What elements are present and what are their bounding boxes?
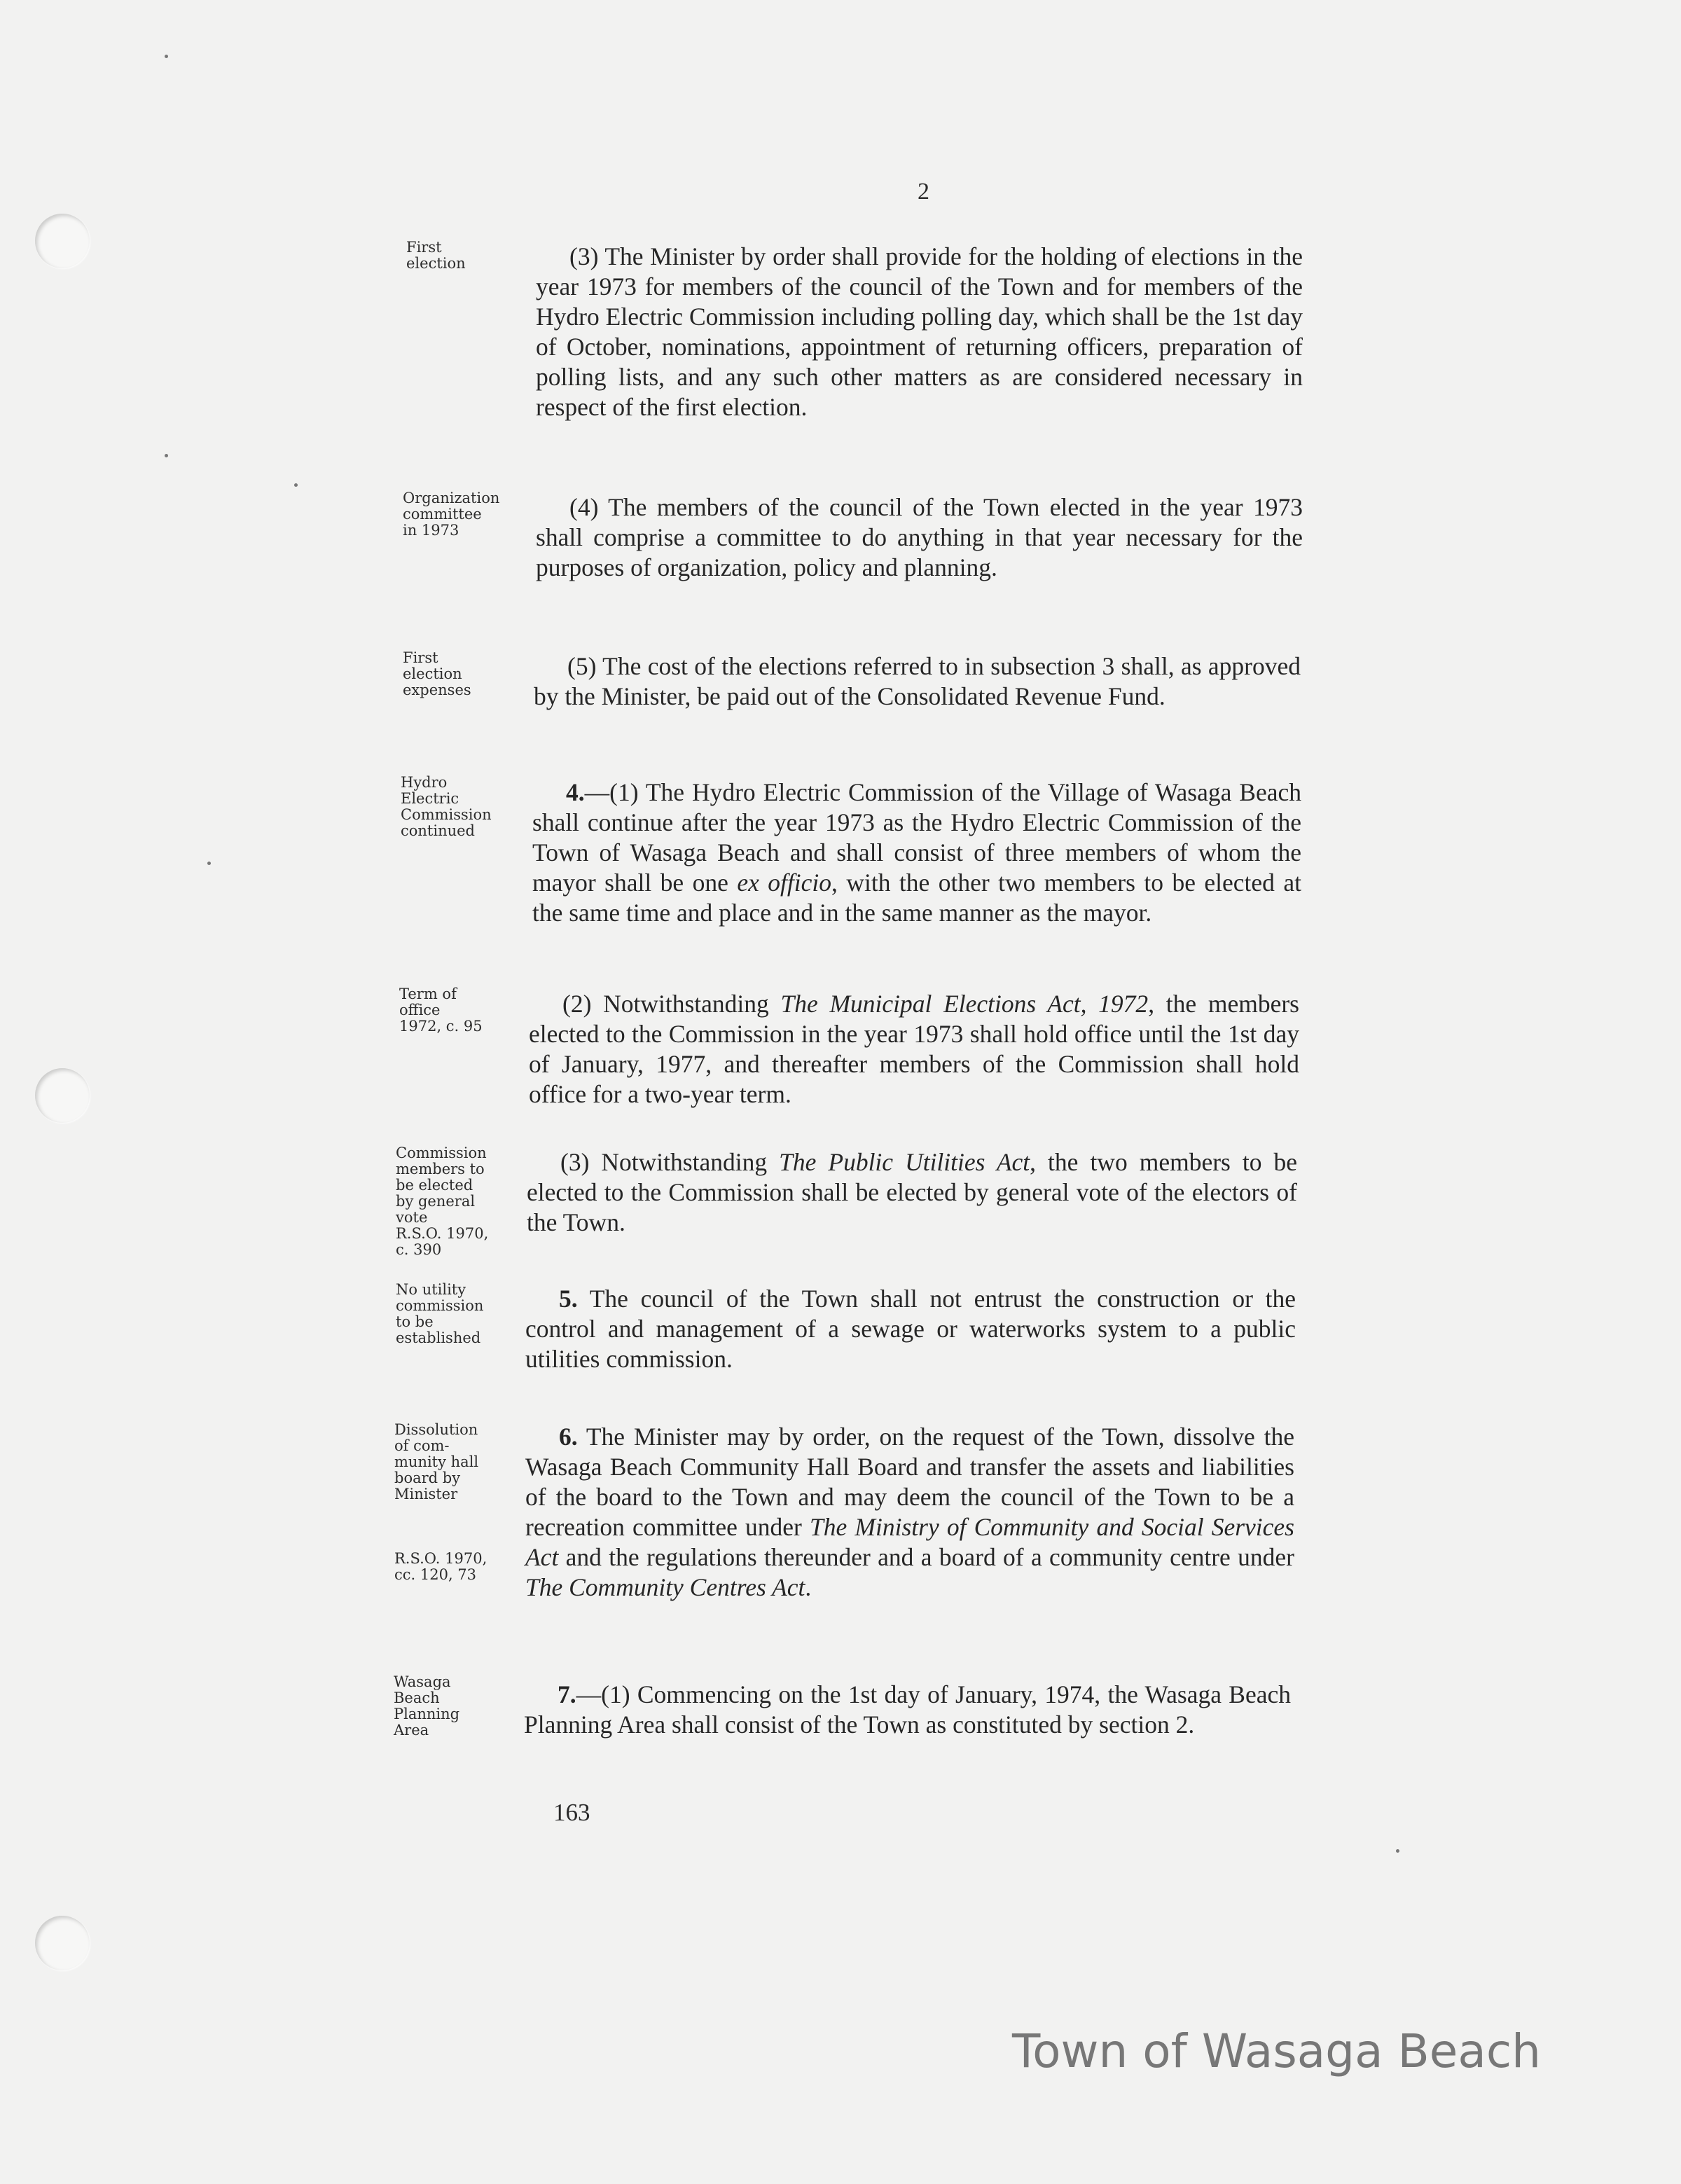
scan-speck [165, 55, 168, 58]
scan-speck [294, 483, 298, 487]
paragraph-text: (3) The Minister by order shall provide for the holding of elections in the year 1973 for members of the council of the Town and for members of the Hydro Electric Commission including polling day, which shall be the 1st day of October, nominations, appointment of returning officers, preparation of polling lists, and any such other matters as are considered necessary in respect of the first election. [536, 242, 1303, 421]
margin-note-commission-members-general-vote [396, 1145, 522, 1258]
margin-note-no-utility-commission [396, 1282, 522, 1346]
paragraph-text: (5) The cost of the elections referred to in subsection 3 shall, as approved by the Minister, be paid out of the Consolidated Revenue Fund. [534, 652, 1301, 710]
margin-note-text: Organization committee in 1973 [403, 490, 500, 539]
binder-hole-bottom [35, 1916, 90, 1970]
watermark-town-of-wasaga-beach: Town of Wasaga Beach [1012, 2024, 1541, 2078]
margin-note-text: Dissolution of com- munity hall board by Minister R.S.O. 1970, cc. 120, 73 [394, 1421, 487, 1583]
paragraph-4-3 [527, 1147, 1297, 1238]
paragraph-3-5 [534, 651, 1301, 712]
section-number: 4. [566, 778, 585, 806]
page-number-header: 2 [918, 179, 929, 205]
margin-note-text: Term of office 1972, c. 95 [399, 986, 483, 1035]
paragraph-text: . [805, 1573, 812, 1601]
binder-hole-top [35, 214, 90, 268]
paragraph-text: —(1) The Hydro Electric Commission of the Village of Wasaga Beach shall continue after the year 1973 as the Hydro Electric Commission of the Town of Wasaga Beach and shall consist of three members of whom the mayor shall be one [532, 778, 1301, 897]
paragraph-italic-text: The Municipal Elections Act, 1972 [780, 990, 1149, 1018]
paragraph-6 [525, 1422, 1294, 1603]
paragraph-text: and the regulations thereunder and a board of a community centre under [558, 1543, 1294, 1571]
margin-note-text: First election expenses [403, 649, 471, 698]
margin-note-text: No utility commission to be established [396, 1281, 484, 1346]
paragraph-text: , the two members to be elected to the Commission shall be elected by general vote of the electors of the Town. [527, 1148, 1298, 1236]
section-number: 5. [559, 1285, 578, 1313]
paragraph-text: The Minister may by order, on the request of the Town, dissolve the Wasaga Beach Community Hall Board and transfer the assets and liabilities of the board to the Town and may deem the council of the Town to be a recreation committee under [525, 1423, 1294, 1541]
margin-note-text: First election [406, 239, 466, 272]
margin-note-wasaga-beach-planning-area [394, 1674, 520, 1739]
margin-note-organization-committee [403, 490, 529, 539]
paragraph-text: , with the other two members to be elected at the same time and place and in the same manner as the mayor. [532, 869, 1301, 927]
margin-note-term-of-office [399, 986, 525, 1035]
margin-note-text: Commission members to be elected by general vote R.S.O. 1970, c. 390 [396, 1145, 489, 1258]
margin-note-text: Wasaga Beach Planning Area [394, 1673, 460, 1739]
paragraph-4-2 [529, 989, 1299, 1110]
paragraph-italic-text: The Ministry of Community and Social Services Act [525, 1513, 1294, 1571]
scan-speck [1396, 1849, 1399, 1853]
paragraph-italic-text: ex officio [737, 869, 831, 897]
margin-note-dissolution-community-hall-board [394, 1422, 520, 1583]
paragraph-4-1 [532, 777, 1301, 928]
paragraph-text: —(1) Commencing on the 1st day of January, 1974, the Wasaga Beach Planning Area shall consist of the Town as constituted by section 2. [524, 1680, 1291, 1739]
margin-note-text: Hydro Electric Commission continued [401, 774, 492, 839]
paragraph-text: (4) The members of the council of the Town elected in the year 1973 shall comprise a committee to do anything in that year necessary for the purposes of organization, policy and planning. [536, 493, 1303, 581]
paragraph-5 [525, 1284, 1296, 1374]
paragraph-3-3 [536, 242, 1303, 422]
paragraph-3-4 [536, 492, 1303, 583]
margin-note-first-election-expenses [403, 650, 529, 698]
scan-speck [165, 454, 168, 457]
margin-note-first-election [406, 240, 532, 272]
paragraph-text: , the members elected to the Commission in the year 1973 shall hold office until the 1st day of January, 1977, and thereafter members of the Commission shall hold office for a two-year term. [529, 990, 1299, 1108]
margin-note-hydro-commission-continued [401, 775, 527, 839]
section-number: 6. [559, 1423, 578, 1451]
paragraph-7-1 [524, 1680, 1291, 1740]
binder-hole-middle [35, 1068, 90, 1123]
paragraph-text: (2) Notwithstanding [562, 990, 781, 1018]
section-number: 7. [558, 1680, 576, 1708]
page-number-footer: 163 [553, 1799, 590, 1826]
paragraph-text: The council of the Town shall not entrust the construction or the control and management of a sewage or waterworks system to a public utilities commission. [525, 1285, 1296, 1373]
paragraph-text: (3) Notwithstanding [560, 1148, 780, 1176]
scan-speck [207, 862, 211, 865]
paragraph-italic-text: The Public Utilities Act [779, 1148, 1030, 1176]
paragraph-italic-text: The Community Centres Act [525, 1573, 805, 1601]
